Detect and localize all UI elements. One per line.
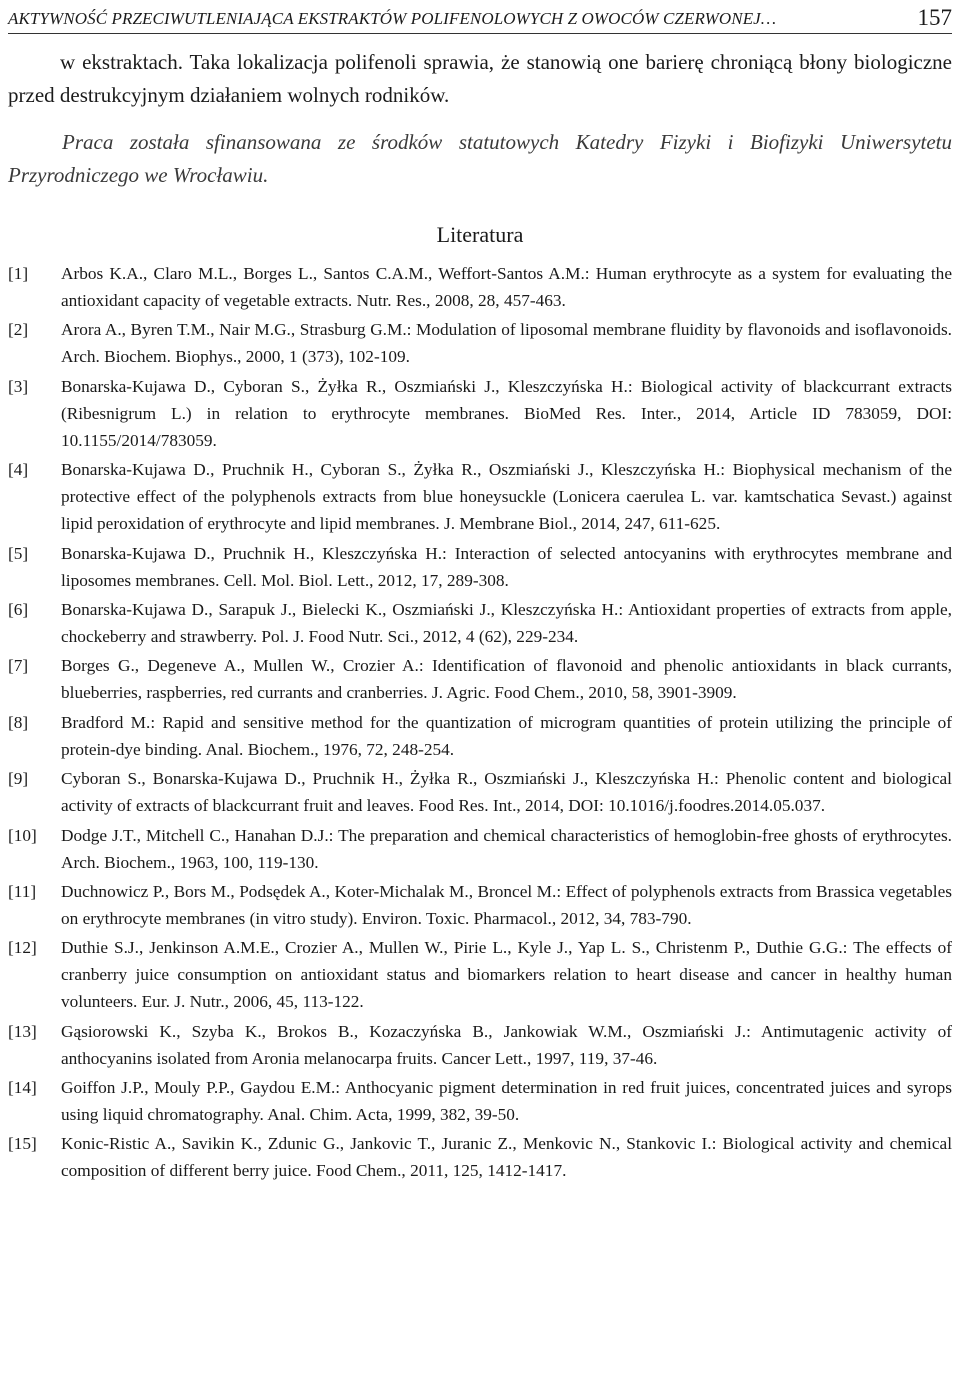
reference-number: [13] xyxy=(8,1021,37,1041)
reference-item xyxy=(8,822,952,876)
reference-number: [2] xyxy=(8,320,29,340)
reference-item xyxy=(8,456,952,537)
reference-text: Konic-Ristic A., Savikin K., Zdunic G., Jankovic T., Juranic Z., Menkovic N., Stankovic I.: Biological activity and chemical composition of different berry juice. Food Chem., 2011, 125, 1412-1417. xyxy=(61,1134,952,1181)
reference-number: [5] xyxy=(8,543,29,563)
reference-text: Goiffon J.P., Mouly P.P., Gaydou E.M.: Anthocyanic pigment determination in red fruit juices, concentrated juices and syrops using liquid chromatography. Anal. Chim. Acta, 1999, 382, 39-50. xyxy=(61,1078,952,1125)
reference-number: [10] xyxy=(8,825,37,845)
reference-text: Bonarska-Kujawa D., Pruchnik H., Cyboran S., Żyłka R., Oszmiański J., Kleszczyńska H.: Biophysical mechanism of the protective effect of the polyphenols extracts from blue honeysuckle (Lonicera caerulea L. var. kamtschatica Sevast.) against lipid peroxidation of erythrocyte and lipid membranes. J. Membrane Biol., 2014, 247, 611-625. xyxy=(61,460,952,534)
reference-item xyxy=(8,316,952,370)
reference-text: Bradford M.: Rapid and sensitive method for the quantization of microgram quantities of protein utilizing the principle of protein-dye binding. Anal. Biochem., 1976, 72, 248-254. xyxy=(61,712,952,759)
reference-text: Bonarska-Kujawa D., Cyboran S., Żyłka R., Oszmiański J., Kleszczyńska H.: Biological activity of blackcurrant extracts (Ribesnigrum L.) in relation to erythrocyte membranes. BioMed Res. Inter., 2014, Article ID 783059, DOI: 10.1155/2014/783059. xyxy=(61,376,952,450)
reference-text: Cyboran S., Bonarska-Kujawa D., Pruchnik H., Żyłka R., Oszmiański J., Kleszczyńska H.: Phenolic content and biological activity of extracts of blackcurrant fruit and leaves. Food Res. Int., 2014, DOI: 10.1016/j.foodres.2014.05.037. xyxy=(61,769,952,816)
reference-item xyxy=(8,1130,952,1184)
reference-item xyxy=(8,596,952,650)
reference-list xyxy=(8,260,952,1184)
reference-number: [1] xyxy=(8,264,29,283)
reference-text: Gąsiorowski K., Szyba K., Brokos B., Kozaczyńska B., Jankowiak W.M., Oszmiański J.: Antimutagenic activity of anthocyanins isolated from Aronia melanocarpa fruits. Cancer Lett., 1997, 119, 37-46. xyxy=(61,1021,952,1068)
reference-item xyxy=(8,373,952,454)
reference-item xyxy=(8,1018,952,1072)
running-header xyxy=(8,4,952,34)
reference-item xyxy=(8,934,952,1015)
reference-text: Bonarska-Kujawa D., Sarapuk J., Bielecki K., Oszmiański J., Kleszczyńska H.: Antioxidant properties of extracts from apple, chockeberry and strawberry. Pol. J. Food Nutr. Sci., 2012, 4 (62), 229-234. xyxy=(61,599,952,646)
reference-number: [7] xyxy=(8,656,29,676)
reference-number: [9] xyxy=(8,769,29,789)
reference-text: Arbos K.A., Claro M.L., Borges L., Santos C.A.M., Weffort-Santos A.M.: Human erythrocyte as a system for evaluating the antioxidant capacity of vegetable extracts. Nutr. Res., 2008, 28, 457-463. xyxy=(61,264,952,310)
page-number: 157 xyxy=(917,5,952,30)
reference-item xyxy=(8,652,952,706)
references-heading: Literatura xyxy=(436,222,524,247)
reference-number: [11] xyxy=(8,881,37,901)
running-title: AKTYWNOŚĆ PRZECIWUTLENIAJĄCA EKSTRAKTÓW POLIFENOLOWYCH Z OWOCÓW CZERWONEJ… xyxy=(8,9,777,28)
reference-item xyxy=(8,540,952,594)
reference-item xyxy=(8,709,952,763)
reference-text: Dodge J.T., Mitchell C., Hanahan D.J.: The preparation and chemical characteristics of hemoglobin-free ghosts of erythrocytes. Arch. Biochem., 1963, 100, 119-130. xyxy=(61,825,952,872)
reference-number: [6] xyxy=(8,599,29,619)
body-paragraph: w ekstraktach. Taka lokalizacja polifenoli sprawia, że stanowią one barierę chroniącą błony biologiczne przed destrukcyjnym działaniem wolnych rodników. xyxy=(8,50,952,107)
reference-number: [3] xyxy=(8,376,29,396)
reference-item xyxy=(8,765,952,819)
reference-text: Duthie S.J., Jenkinson A.M.E., Crozier A., Mullen W., Pirie L., Kyle J., Yap L. S., Christenm P., Duthie G.G.: The effects of cranberry juice consumption on antioxidant status and biomarkers relation to heart disease and cancer in healthy human volunteers. Eur. J. Nutr., 2006, 45, 113-122. xyxy=(61,938,952,1012)
reference-number: [8] xyxy=(8,712,29,732)
reference-number: [14] xyxy=(8,1078,37,1098)
reference-item xyxy=(8,878,952,932)
reference-text: Duchnowicz P., Bors M., Podsędek A., Koter-Michalak M., Broncel M.: Effect of polyphenols extracts from Brassica vegetables on erythrocyte membranes (in vitro study). Environ. Toxic. Pharmacol., 2012, 34, 783-790. xyxy=(61,881,952,928)
reference-number: [12] xyxy=(8,938,37,958)
acknowledgement: Praca została sfinansowana ze środków statutowych Katedry Fizyki i Biofizyki Uniwersytetu Przyrodniczego we Wrocławiu. xyxy=(8,130,952,187)
reference-number: [4] xyxy=(8,460,29,480)
reference-text: Bonarska-Kujawa D., Pruchnik H., Kleszczyńska H.: Interaction of selected antocyanins with erythrocytes membrane and liposomes membranes. Cell. Mol. Biol. Lett., 2012, 17, 289-308. xyxy=(61,543,952,590)
reference-text: Arora A., Byren T.M., Nair M.G., Strasburg G.M.: Modulation of liposomal membrane fluidity by flavonoids and isoflavonoids. Arch. Biochem. Biophys., 2000, 1 (373), 102-109. xyxy=(61,320,952,367)
reference-number: [15] xyxy=(8,1134,37,1154)
reference-text: Borges G., Degeneve A., Mullen W., Crozier A.: Identification of flavonoid and phenolic antioxidants in black currants, blueberries, raspberries, red currants and cranberries. J. Agric. Food Chem., 2010, 58, 3901-3909. xyxy=(61,656,952,703)
reference-item xyxy=(8,260,952,314)
page-content xyxy=(8,46,952,1187)
reference-item xyxy=(8,1074,952,1128)
